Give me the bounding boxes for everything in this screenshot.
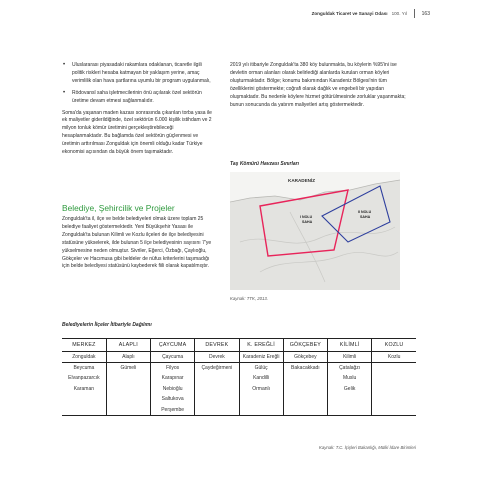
table-cell: Bakacakkadı [283, 362, 327, 373]
table-cell: Karapınar [151, 373, 195, 384]
section-body: Zonguldak'ta il, ilçe ve belde belediyeleri olmak üzere toplam 25 belediye faaliyet göstermektedir. Yeni Büyükşehir Yasası ile Zonguldak'ta bulunan Kilimli ve Kozlu ilçeleri de ilçe belediyesini statüsüne yükselerek, ilde bulunan 5 ilçe belediyesinin sayısını 7'ye yükselmesine neden olmuştur. Sivriler, Eğerci, Özbağı, Çaylıoğlu, Gökçeler ve Hacımusa gibi beldeler de nüfus kriterlerini taşımadığı için belde belediyesi statüsünü kaybederek fiili olarak kapatılmıştır. [62, 216, 212, 270]
table-source: Kaynak: T.C. İçişleri Bakanlığı, Mülki İdare Birimleri [318, 445, 416, 450]
map-zone1-label: I NOLU [300, 215, 313, 219]
table-cell: Saltukova [151, 394, 195, 405]
table-cell: Gümeli [106, 362, 150, 373]
left-paragraph: Soma'da yaşanan maden kazası sonrasında çıkarılan torba yasa ile ek maliyetler giderildiğinde, özel sektörün 6.000 kişilik istihdam ve 2 milyon tonluk kömür üretimini gerçekleştirebileceği hesaplanmaktadır. Bu bağlamda özel sektörün güçlenmesi ve üretimin arttırılması Zonguldak için önemli olduğu kadar Türkiye ekonomisi açısından da büyük önem taşımaktadır. [62, 109, 212, 156]
bullet-item: • Rödovansl saha işletmecilerinin önü açılarak özel sektörün üretime devam etmesi sağlanmalıdır. [62, 90, 212, 106]
table-cell: Filyos [151, 362, 195, 373]
header-divider [414, 9, 415, 18]
table-cell: Kilimli [328, 352, 372, 363]
table-cell: Gelik [328, 383, 372, 394]
table-cell: Karaman [73, 385, 95, 392]
map-sea-label: KARADENİZ [288, 178, 316, 183]
table-row [62, 394, 416, 405]
table-cell: Alaplı [106, 352, 150, 363]
table-cell [283, 383, 327, 394]
right-column [230, 62, 410, 113]
table-cell [62, 394, 106, 405]
map-zone2-label-2: SAHA [360, 215, 371, 219]
map-zone1-label-2: SAHA [302, 220, 313, 224]
header-year: 100. Yıl [391, 11, 408, 16]
left-column [62, 62, 212, 161]
table-cell [283, 394, 327, 405]
map-title: Taş Kömürü Havzası Sınırları [230, 161, 300, 167]
table-row [62, 404, 416, 415]
bullet-item: • Uluslararası piyasadaki rakamlara odaklanan, ticaretle ilgili politik riskleri hesaba katmayan bir yaklaşım yerine, amaç verimlilik olan hava şartlarına uyumlu bir program uygulanmalı, [62, 62, 212, 86]
table-cell: Zonguldak [62, 352, 106, 363]
section-title: Belediye, Şehircilik ve Projeler [62, 203, 175, 213]
table-cell [195, 383, 239, 394]
table-row [62, 383, 416, 394]
table-cell [283, 373, 327, 384]
table-cell [195, 404, 239, 415]
table-cell [328, 404, 372, 415]
table-cell: Ormanlı [239, 383, 283, 394]
table-cell [372, 362, 416, 373]
table-cell: Kozlu [372, 352, 416, 363]
table-row [62, 362, 416, 373]
table-cell: Nebioğlu [151, 383, 195, 394]
table-row [62, 352, 416, 363]
table-cell [239, 394, 283, 405]
table-header-row [62, 339, 416, 352]
table-header: ÇAYCUMA [151, 339, 195, 352]
municipalities-table [62, 338, 416, 416]
map-graphic [230, 172, 400, 290]
table-header: GÖKÇEBEY [283, 339, 327, 352]
table-header: DEVREK [195, 339, 239, 352]
table-cell [106, 394, 150, 405]
table-header: K. EREĞLİ [239, 339, 283, 352]
table-cell [106, 383, 150, 394]
table-cell [195, 373, 239, 384]
table-cell: Gökçebey [283, 352, 327, 363]
table-cell: Çaydeğirmeni [195, 362, 239, 373]
table-cell: Beycuma [73, 364, 95, 371]
header-org: Zonguldak Ticaret ve Sanayi Odası [311, 11, 388, 16]
table-header: KOZLU [372, 339, 416, 352]
table-cell: Çaycuma [151, 352, 195, 363]
table-cell [62, 404, 106, 415]
table-cell: Devrek [195, 352, 239, 363]
table-cell [106, 373, 150, 384]
table-cell [372, 383, 416, 394]
table-header: ALAPLI [106, 339, 150, 352]
map-zone2-label: II NOLU [358, 210, 372, 214]
table-row [62, 373, 416, 384]
coal-basin-map [230, 172, 400, 290]
table-cell [372, 404, 416, 415]
map-source: Kaynak: TTK, 2013. [230, 296, 268, 301]
table-cell: Kandilli [239, 373, 283, 384]
running-head [312, 9, 430, 18]
table-cell: Elvanpazarcık [68, 374, 100, 381]
table-title: Belediyelerin İlçeler İtibariyle Dağılımı [62, 322, 152, 328]
table-cell: Perşembe [151, 404, 195, 415]
table-cell [195, 394, 239, 405]
table-cell: Çatalağzı [328, 362, 372, 373]
table-cell: Muslu [328, 373, 372, 384]
page-number: 163 [421, 10, 430, 17]
table-cell [372, 394, 416, 405]
table-header: MERKEZ [62, 339, 106, 352]
table-cell [106, 404, 150, 415]
table-cell: Karadeniz Ereğli [239, 352, 283, 363]
table-cell [239, 404, 283, 415]
table-cell [372, 373, 416, 384]
right-paragraph: 2019 yılı itibariyle Zonguldak'ta 380 köy bulunmakta, bu köylerin %95'ini ise devletin orman alanları olarak belirlediği alanlarda kurulan orman köyleri oluşturmaktadır. Bölge; konumu bakımından Karadeniz Bölgesi'nin tüm özelliklerini göstermekte; coğrafi olarak dağlık ve engebeli bir yapıdan oluşmaktadır. Bu nedenle köylere hizmet götürülmesinde zorluklar yaşanmakta; bunun sonucunda da yatırım maliyetleri artış göstermektedir. [230, 62, 406, 108]
table-header: KİLİMLİ [328, 339, 372, 352]
table-cell [328, 394, 372, 405]
bullet-list [62, 62, 212, 106]
table-cell [283, 404, 327, 415]
table-cell: Gülüç [239, 362, 283, 373]
